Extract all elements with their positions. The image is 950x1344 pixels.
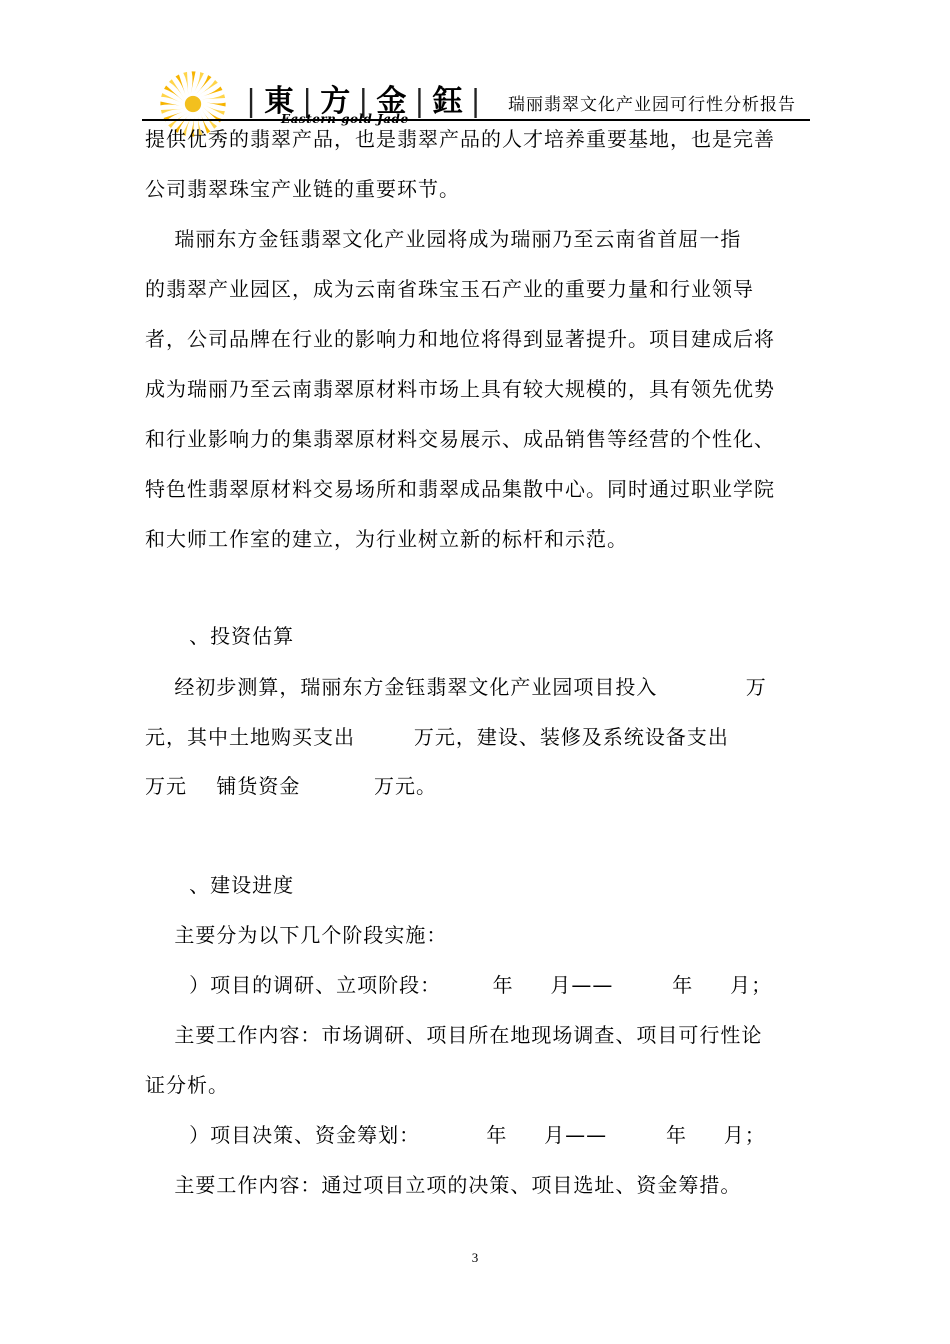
text-line: 经初步测算，瑞丽东方金钰翡翠文化产业园项目投入 万 bbox=[145, 675, 767, 699]
logo-char: 方 bbox=[320, 84, 353, 119]
text-line: 者，公司品牌在行业的影响力和地位将得到显著提升。项目建成后将 bbox=[145, 327, 775, 351]
text-line: ）项目决策、资金筹划： 年 月—— 年 月； bbox=[145, 1123, 766, 1147]
text-line: 公司翡翠珠宝产业链的重要环节。 bbox=[145, 177, 460, 201]
text-line: 的翡翠产业园区，成为云南省珠宝玉石产业的重要力量和行业领导 bbox=[145, 277, 754, 301]
company-logo-text: | 東 | 方 | 金 | 鈺 | bbox=[246, 84, 483, 119]
logo-char: 金 bbox=[376, 84, 409, 119]
text-line: 瑞丽东方金钰翡翠文化产业园将成为瑞丽乃至云南省首屈一指 bbox=[145, 227, 742, 251]
text-line: 和大师工作室的建立，为行业树立新的标杆和示范。 bbox=[145, 527, 628, 551]
sunburst-ray bbox=[176, 75, 187, 98]
sunburst-ray bbox=[202, 102, 225, 107]
sunburst-ray bbox=[169, 79, 185, 99]
text-line: 主要工作内容：通过项目立项的决策、项目选址、资金筹措。 bbox=[145, 1173, 742, 1197]
page-header bbox=[145, 66, 810, 126]
logo-char: 鈺 bbox=[432, 84, 465, 119]
header-divider bbox=[142, 119, 810, 121]
sunburst-ray bbox=[201, 94, 225, 99]
sunburst-ray bbox=[160, 101, 183, 106]
sunburst-ray bbox=[200, 87, 223, 98]
logo-char: 東 bbox=[264, 84, 297, 119]
text-line: 证分析。 bbox=[145, 1073, 229, 1097]
section-heading: 、投资估算 bbox=[145, 624, 295, 648]
text-line: 提供优秀的翡翠产品，也是翡翠产品的人才培养重要基地，也是完善 bbox=[145, 127, 775, 151]
text-line: 和行业影响力的集翡翠原材料交易展示、成品销售等经营的个性化、 bbox=[145, 427, 775, 451]
section-heading: 、建设进度 bbox=[145, 873, 295, 897]
text-line: 万元 铺货资金 万元。 bbox=[145, 774, 438, 798]
text-line: 元，其中土地购买支出 万元，建设、装修及系统设备支出 bbox=[145, 725, 729, 749]
text-line: 主要分为以下几个阶段实施： bbox=[145, 923, 448, 947]
logo-subtitle: Eastern gold Jade bbox=[281, 112, 409, 126]
text-line: ）项目的调研、立项阶段： 年 月—— 年 月； bbox=[145, 973, 773, 997]
text-line: 成为瑞丽乃至云南翡翠原材料市场上具有较大规模的，具有领先优势 bbox=[145, 377, 775, 401]
text-line: 主要工作内容：市场调研、项目所在地现场调查、项目可行性论 bbox=[145, 1023, 763, 1047]
sunburst-ray bbox=[191, 71, 196, 94]
sunburst-ray bbox=[161, 109, 185, 114]
sunburst-ray bbox=[183, 72, 188, 96]
sunburst-ray bbox=[198, 80, 218, 96]
text-line: 特色性翡翠原材料交易场所和翡翠成品集散中心。同时通过职业学院 bbox=[145, 477, 775, 501]
report-title: 瑞丽翡翠文化产业园可行性分析报告 bbox=[508, 95, 796, 115]
page-number: 3 bbox=[471, 1250, 479, 1265]
